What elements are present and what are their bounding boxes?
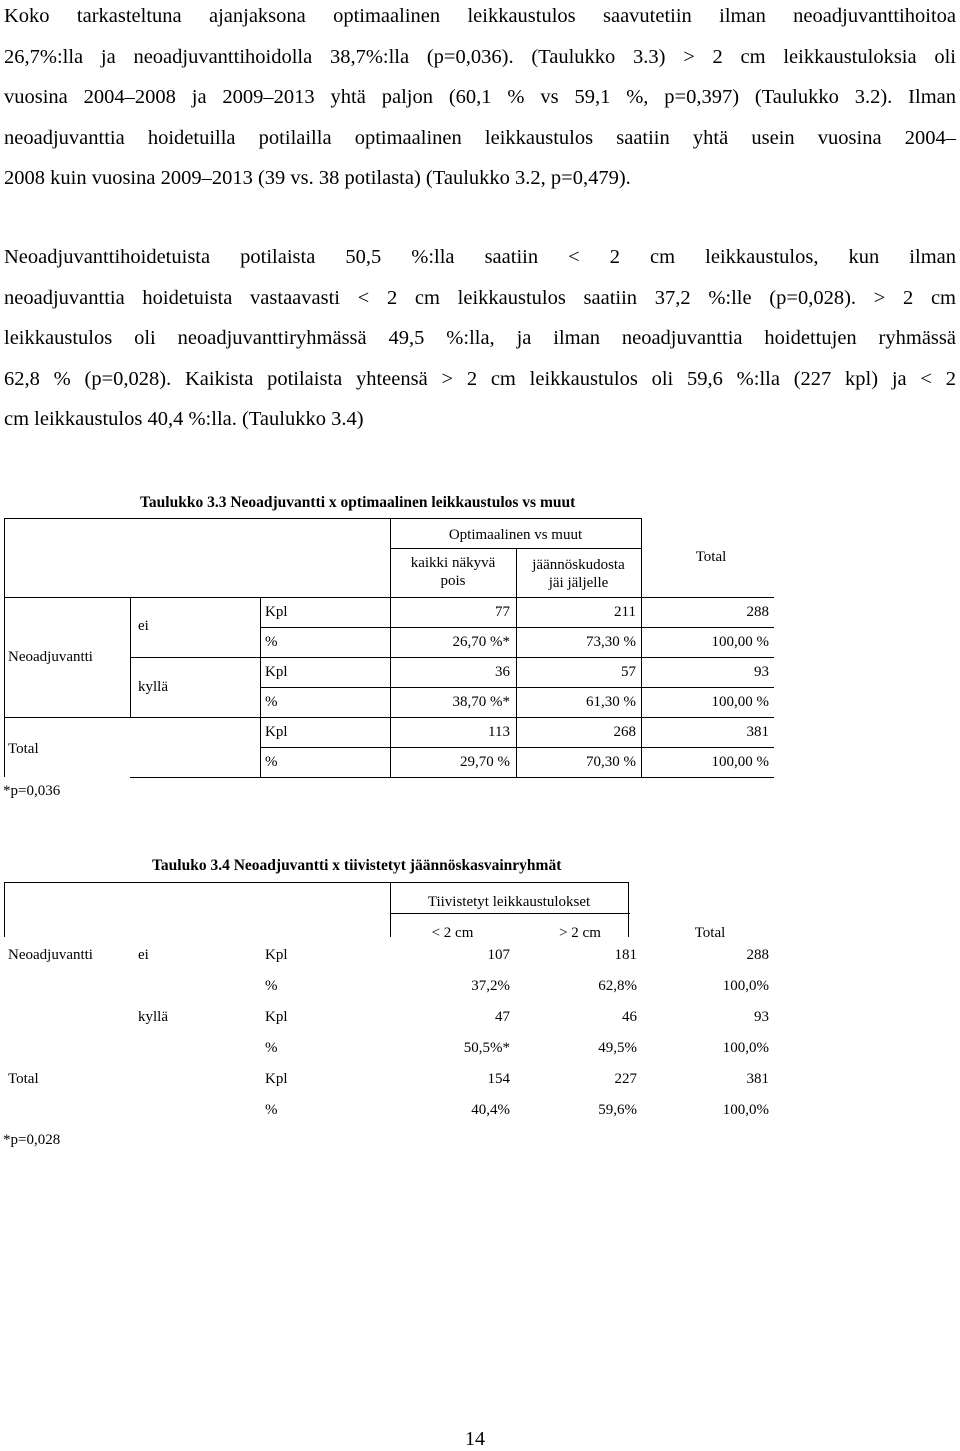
value-cell: 57 — [621, 664, 636, 680]
value-cell: 181 — [614, 947, 637, 963]
unit-cell: % — [265, 1040, 278, 1056]
table-border — [4, 882, 628, 883]
value-cell: 61,30 % — [586, 694, 636, 710]
value-cell: 36 — [495, 664, 510, 680]
table-rule — [130, 657, 774, 658]
value-cell: 93 — [754, 664, 769, 680]
paragraph-line: neoadjuvanttia hoidetuilla potilailla optimaalinen leikkaustulos saatiin yhtä usein vuosina 2004– — [4, 126, 956, 149]
paragraph-line: cm leikkaustulos 40,4 %:lla. (Taulukko 3.4) — [4, 408, 364, 430]
paragraph-line: vuosina 2004–2008 ja 2009–2013 yhtä paljon (60,1 % vs 59,1 %, p=0,397) (Taulukko 3.2). Ilman — [4, 86, 956, 108]
value-cell: 38,70 %* — [452, 694, 510, 710]
unit-cell: % — [265, 978, 278, 994]
paragraph-1 — [4, 0, 956, 199]
value-cell: 46 — [622, 1009, 637, 1025]
unit-cell: % — [265, 754, 278, 770]
unit-cell: % — [265, 1102, 278, 1118]
table-rule — [260, 747, 774, 748]
table-group-header: Optimaalinen vs muut — [448, 527, 583, 543]
table-rule — [260, 627, 774, 628]
row-group-label: Neoadjuvantti — [8, 649, 93, 665]
column-header-line: kaikki näkyvä — [410, 555, 496, 571]
table-rule — [130, 777, 774, 778]
page-number: 14 — [465, 1428, 485, 1450]
value-cell: 100,0% — [722, 1102, 769, 1118]
table-rule — [4, 518, 5, 777]
value-cell: 381 — [746, 724, 769, 740]
unit-cell: Kpl — [265, 604, 288, 620]
row-total-label: Total — [8, 1071, 39, 1087]
value-cell: 100,00 % — [711, 634, 769, 650]
row-sub-label: ei — [138, 618, 149, 634]
value-cell: 288 — [746, 947, 769, 963]
unit-cell: Kpl — [265, 1009, 288, 1025]
table-rule — [4, 882, 5, 937]
table-3-4-caption: Tauluko 3.4 Neoadjuvantti x tiivistetyt jäännöskasvainryhmät — [152, 857, 562, 874]
column-header — [390, 554, 516, 590]
row-sub-label: kyllä — [138, 679, 168, 695]
table-group-header: Tiivistetyt leikkaustulokset — [427, 894, 591, 910]
value-cell: 47 — [495, 1009, 510, 1025]
value-cell: 62,8% — [598, 978, 637, 994]
column-header-total: Total — [694, 925, 726, 941]
column-header — [516, 556, 641, 592]
unit-cell: % — [265, 634, 278, 650]
value-cell: 107 — [487, 947, 510, 963]
value-cell: 93 — [754, 1009, 769, 1025]
paragraph-line: 62,8 % (p=0,028). Kaikista potilaista yhteensä > 2 cm leikkaustulos oli 59,6 %:lla (227 kpl) ja < 2 — [4, 367, 956, 390]
value-cell: 113 — [488, 724, 510, 740]
row-total-label: Total — [8, 741, 39, 757]
row-sub-label: ei — [138, 947, 149, 963]
unit-cell: Kpl — [265, 724, 288, 740]
value-cell: 59,6% — [598, 1102, 637, 1118]
column-header: < 2 cm — [431, 925, 474, 941]
value-cell: 154 — [487, 1071, 510, 1087]
paragraph-2 — [4, 237, 956, 440]
value-cell: 100,0% — [722, 1040, 769, 1056]
value-cell: 211 — [614, 604, 636, 620]
row-sub-label: kyllä — [138, 1009, 168, 1025]
paragraph-line: 2008 kuin vuosina 2009–2013 (39 vs. 38 potilasta) (Taulukko 3.2, p=0,479). — [4, 167, 631, 189]
value-cell: 77 — [495, 604, 510, 620]
table-rule — [260, 687, 774, 688]
value-cell: 37,2% — [471, 978, 510, 994]
paragraph-line: Koko tarkasteltuna ajanjaksona optimaalinen leikkaustulos saavutetiin ilman neoadjuvanttihoitoa — [4, 5, 956, 27]
paragraph-line: neoadjuvanttia hoidetuista vastaavasti < 2 cm leikkaustulos saatiin 37,2 %:lle (p=0,028). > 2 cm — [4, 286, 956, 309]
column-header-line: jäännöskudosta — [532, 557, 625, 573]
table-footnote: *p=0,036 — [3, 783, 61, 799]
paragraph-line: 26,7%:lla ja neoadjuvanttihoidolla 38,7%:lla (p=0,036). (Taulukko 3.3) > 2 cm leikkaustuloksia oli — [4, 45, 956, 68]
value-cell: 49,5% — [598, 1040, 637, 1056]
unit-cell: Kpl — [265, 1071, 288, 1087]
unit-cell: % — [265, 694, 278, 710]
value-cell: 381 — [746, 1071, 769, 1087]
value-cell: 100,00 % — [711, 694, 769, 710]
value-cell: 40,4% — [471, 1102, 510, 1118]
value-cell: 73,30 % — [586, 634, 636, 650]
column-header: > 2 cm — [559, 925, 601, 941]
table-rule — [4, 717, 774, 718]
table-rule — [390, 913, 630, 914]
table-border — [4, 518, 641, 519]
table-rule — [4, 597, 774, 598]
value-cell: 100,0% — [722, 978, 769, 994]
paragraph-line: leikkaustulos oli neoadjuvanttiryhmässä 49,5 %:lla, ja ilman neoadjuvanttia hoidettujen ryhmässä — [4, 327, 956, 349]
value-cell: 100,00 % — [711, 754, 769, 770]
unit-cell: Kpl — [265, 947, 288, 963]
value-cell: 26,70 %* — [452, 634, 510, 650]
value-cell: 227 — [614, 1071, 637, 1087]
value-cell: 70,30 % — [586, 754, 636, 770]
row-group-label: Neoadjuvantti — [8, 947, 93, 963]
value-cell: 29,70 % — [460, 754, 510, 770]
column-header-line: pois — [440, 573, 466, 589]
paragraph-line: Neoadjuvanttihoidetuista potilaista 50,5 %:lla saatiin < 2 cm leikkaustulos, kun ilman — [4, 246, 956, 268]
value-cell: 288 — [746, 604, 769, 620]
table-rule — [130, 597, 131, 717]
table-footnote: *p=0,028 — [3, 1132, 61, 1148]
column-header-total: Total — [695, 549, 727, 565]
value-cell: 50,5%* — [463, 1040, 510, 1056]
column-header-line: jäi jäljelle — [548, 575, 609, 591]
value-cell: 268 — [613, 724, 636, 740]
unit-cell: Kpl — [265, 664, 288, 680]
table-3-3-caption: Taulukko 3.3 Neoadjuvantti x optimaalinen leikkaustulos vs muut — [140, 494, 576, 511]
table-rule — [260, 597, 261, 777]
